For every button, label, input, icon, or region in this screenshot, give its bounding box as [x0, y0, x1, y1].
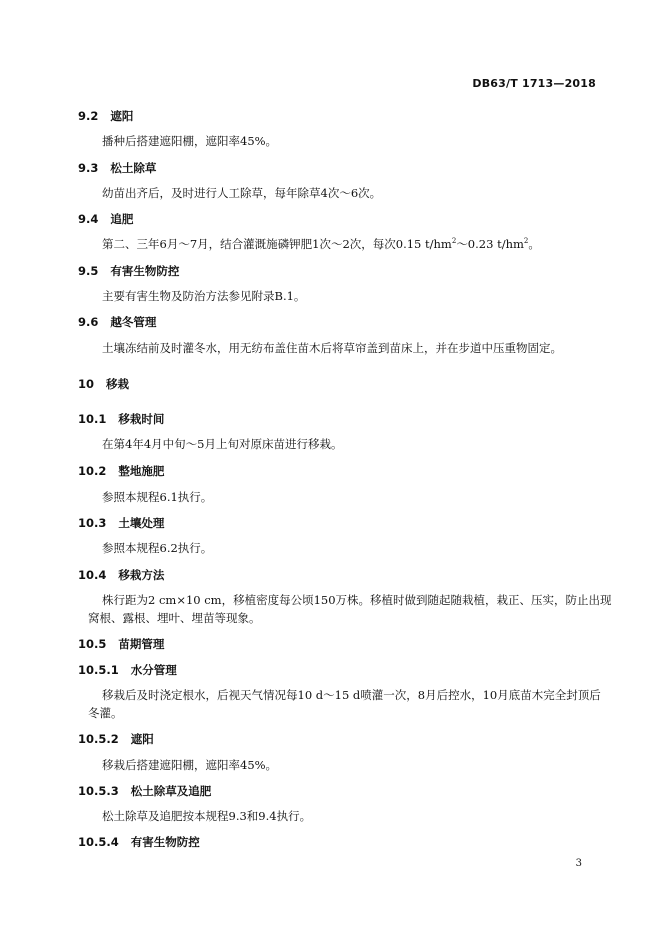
document-code: DB63/T 1713—2018 — [472, 77, 596, 90]
chapter-number: 10 — [78, 377, 95, 391]
section-body-9-3: 幼苗出齐后，及时进行人工除草，每年除草4次～6次。 — [102, 186, 382, 200]
section-number: 9.4 — [78, 212, 99, 226]
body-text-part: ～0.23 t/hm — [456, 237, 524, 251]
section-body-10-5-1-line2: 冬灌。 — [88, 706, 123, 720]
section-body-10-5-1-line1: 移栽后及时浇定根水，后视天气情况每10 d～15 d喷灌一次，8月后控水，10月底苗木完全封顶后 — [102, 688, 601, 702]
section-body-10-3: 参照本规程6.2执行。 — [102, 541, 213, 555]
section-title: 遮阳 — [110, 109, 134, 123]
body-text-part: 。 — [528, 237, 540, 251]
section-number: 10.1 — [78, 412, 107, 426]
section-title: 移栽方法 — [118, 568, 165, 582]
section-heading-10-2 — [78, 463, 164, 479]
section-body-9-5: 主要有害生物及防治方法参见附录B.1。 — [102, 289, 306, 303]
section-body-9-4 — [102, 235, 540, 253]
section-body-10-5-2: 移栽后搭建遮阳棚，遮阳率45%。 — [102, 758, 278, 772]
section-title: 松土除草 — [110, 161, 157, 175]
section-heading-10-5-2 — [78, 731, 154, 747]
section-body-10-5-3: 松土除草及追肥按本规程9.3和9.4执行。 — [102, 809, 312, 823]
section-heading-9-4 — [78, 211, 133, 227]
section-heading-10-4 — [78, 567, 164, 583]
section-number: 9.5 — [78, 264, 99, 278]
section-body-9-6: 土壤冻结前及时灌冬水，用无纺布盖住苗木后将草帘盖到苗床上，并在步道中压重物固定。 — [102, 341, 562, 355]
section-title: 越冬管理 — [110, 315, 157, 329]
section-title: 有害生物防控 — [110, 264, 180, 278]
body-text-part: 第二、三年6月～7月，结合灌溉施磷钾肥1次～2次，每次0.15 t/hm — [102, 237, 452, 251]
section-heading-9-2 — [78, 108, 133, 124]
page-number: 3 — [575, 858, 582, 869]
section-heading-10-1 — [78, 411, 164, 427]
section-title: 追肥 — [110, 212, 134, 226]
section-number: 9.6 — [78, 315, 99, 329]
section-heading-9-3 — [78, 160, 156, 176]
chapter-title: 移栽 — [106, 377, 130, 391]
section-number: 10.5.3 — [78, 784, 119, 798]
section-number: 9.2 — [78, 109, 99, 123]
chapter-heading-10 — [78, 376, 129, 392]
section-title: 移栽时间 — [118, 412, 165, 426]
section-number: 9.3 — [78, 161, 99, 175]
superscript: 2 — [451, 237, 457, 246]
superscript: 2 — [523, 237, 529, 246]
section-heading-10-5-1 — [78, 662, 177, 678]
section-title: 遮阳 — [130, 732, 154, 746]
section-number: 10.5.4 — [78, 835, 119, 849]
section-title: 松土除草及追肥 — [130, 784, 212, 798]
section-body-9-2: 播种后搭建遮阳棚，遮阳率45%。 — [102, 134, 278, 148]
section-body-10-4-line2: 窝根、露根、埋叶、埋苗等现象。 — [88, 611, 261, 625]
section-body-10-2: 参照本规程6.1执行。 — [102, 490, 213, 504]
section-number: 10.4 — [78, 568, 107, 582]
section-heading-10-3 — [78, 515, 164, 531]
section-title: 土壤处理 — [118, 516, 165, 530]
section-body-10-1: 在第4年4月中旬～5月上旬对原床苗进行移栽。 — [102, 437, 343, 451]
section-heading-9-5 — [78, 263, 179, 279]
section-number: 10.3 — [78, 516, 107, 530]
section-title: 水分管理 — [130, 663, 177, 677]
section-heading-9-6 — [78, 314, 156, 330]
section-heading-10-5-3 — [78, 783, 211, 799]
section-number: 10.5 — [78, 637, 107, 651]
section-number: 10.5.2 — [78, 732, 119, 746]
section-heading-10-5-4 — [78, 834, 200, 850]
section-heading-10-5 — [78, 636, 164, 652]
section-title: 有害生物防控 — [130, 835, 200, 849]
section-body-10-4-line1: 株行距为2 cm×10 cm，移植密度每公顷150万株。移植时做到随起随栽植，栽正、压实，防止出现 — [102, 593, 612, 607]
section-number: 10.5.1 — [78, 663, 119, 677]
section-number: 10.2 — [78, 464, 107, 478]
section-title: 苗期管理 — [118, 637, 165, 651]
section-title: 整地施肥 — [118, 464, 165, 478]
